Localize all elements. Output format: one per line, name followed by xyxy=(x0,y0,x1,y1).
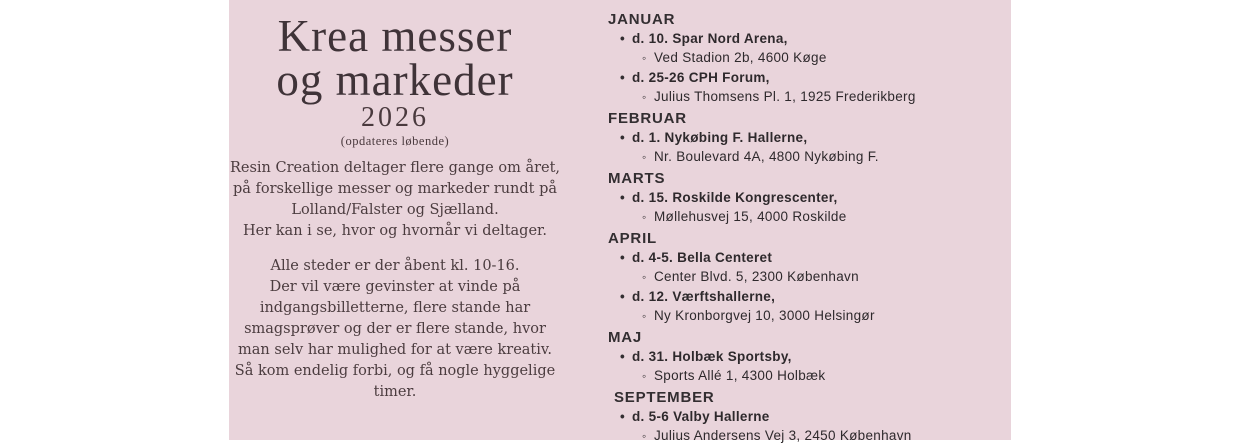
event-address-item xyxy=(608,207,1003,227)
month-block-april xyxy=(608,229,1003,326)
details-line: smagsprøver og der er flere stande, hvor xyxy=(244,321,546,337)
event-bullet-icon: • xyxy=(620,130,626,145)
event-address-item xyxy=(608,147,1003,167)
address-bullet-icon: ◦ xyxy=(642,270,647,284)
address-bullet-icon: ◦ xyxy=(642,210,647,224)
event-title: d. 1. Nykøbing F. Hallerne, xyxy=(632,130,808,145)
event-address: Møllehusvej 15, 4000 Roskilde xyxy=(654,209,847,224)
event-title: d. 5-6 Valby Hallerne xyxy=(632,409,770,424)
month-header: APRIL xyxy=(608,230,657,247)
event-address-item xyxy=(608,426,1003,446)
event-bullet-icon: • xyxy=(620,409,626,424)
event-bullet-icon: • xyxy=(620,289,626,304)
event-bullet-icon: • xyxy=(620,250,626,265)
event-address: Julius Andersens Vej 3, 2450 København xyxy=(654,428,912,443)
page-title-line-1: Krea messer xyxy=(277,11,513,61)
event-item xyxy=(608,347,1003,366)
event-bullet-icon: • xyxy=(620,70,626,85)
event-schedule-list xyxy=(608,8,1003,446)
event-title: d. 4-5. Bella Centeret xyxy=(632,250,773,265)
event-title: d. 12. Værftshallerne, xyxy=(632,289,776,304)
event-item xyxy=(608,407,1003,426)
month-header: FEBRUAR xyxy=(608,110,687,127)
page-title-line-2: og markeder xyxy=(276,55,514,105)
address-bullet-icon: ◦ xyxy=(642,429,647,443)
month-block-februar xyxy=(608,109,1003,167)
event-address-item xyxy=(608,48,1003,68)
event-item xyxy=(608,128,1003,147)
month-header: MAJ xyxy=(608,329,643,346)
event-address: Sports Allé 1, 4300 Holbæk xyxy=(654,368,826,383)
intro-line: Resin Creation deltager flere gange om året, xyxy=(229,160,561,176)
event-bullet-icon: • xyxy=(620,31,626,46)
event-address-item xyxy=(608,306,1003,326)
event-title: d. 15. Roskilde Kongrescenter, xyxy=(632,190,838,205)
event-address: Ny Kronborgvej 10, 3000 Helsingør xyxy=(654,308,875,323)
intro-line: Her kan i se, hvor og hvornår vi deltager. xyxy=(243,223,547,239)
month-block-marts xyxy=(608,169,1003,227)
event-address-item xyxy=(608,267,1003,287)
year-label: 2026 xyxy=(361,102,429,133)
flyer-panel xyxy=(229,0,1011,443)
intro-line: Lolland/Falster og Sjælland. xyxy=(291,202,499,218)
month-block-maj xyxy=(608,328,1003,386)
event-address: Ved Stadion 2b, 4600 Køge xyxy=(654,50,827,65)
event-title: d. 31. Holbæk Sportsby, xyxy=(632,349,792,364)
intro-paragraph xyxy=(229,158,561,242)
month-block-januar xyxy=(608,10,1003,107)
event-item xyxy=(608,188,1003,207)
details-line: timer. xyxy=(373,384,417,400)
intro-line: på forskellige messer og markeder rundt på xyxy=(232,181,558,197)
details-line: man selv har mulighed for at være kreativ. xyxy=(238,342,552,358)
updated-note: (opdateres løbende) xyxy=(340,134,450,148)
address-bullet-icon: ◦ xyxy=(642,90,647,104)
event-bullet-icon: • xyxy=(620,190,626,205)
event-item xyxy=(608,68,1003,87)
flyer-left-column xyxy=(229,11,561,403)
month-header: SEPTEMBER xyxy=(614,389,715,406)
month-header: MARTS xyxy=(608,170,666,187)
event-title: d. 10. Spar Nord Arena, xyxy=(632,31,788,46)
address-bullet-icon: ◦ xyxy=(642,51,647,65)
event-address-item xyxy=(608,366,1003,386)
details-paragraph xyxy=(229,256,561,403)
event-title: d. 25-26 CPH Forum, xyxy=(632,70,770,85)
event-item xyxy=(608,287,1003,306)
details-line: indgangsbilletterne, flere stande har xyxy=(259,300,531,316)
event-item xyxy=(608,29,1003,48)
details-line: Så kom endelig forbi, og få nogle hyggelige xyxy=(234,363,556,379)
event-bullet-icon: • xyxy=(620,349,626,364)
event-address: Nr. Boulevard 4A, 4800 Nykøbing F. xyxy=(654,149,879,164)
month-block-september xyxy=(608,388,1003,446)
details-line: Alle steder er der åbent kl. 10-16. xyxy=(270,258,520,274)
details-line: Der vil være gevinster at vinde på xyxy=(269,279,521,295)
month-header: JANUAR xyxy=(608,11,676,28)
event-address: Julius Thomsens Pl. 1, 1925 Frederikberg xyxy=(654,89,916,104)
event-address-item xyxy=(608,87,1003,107)
address-bullet-icon: ◦ xyxy=(642,369,647,383)
address-bullet-icon: ◦ xyxy=(642,150,647,164)
event-item xyxy=(608,248,1003,267)
event-address: Center Blvd. 5, 2300 København xyxy=(654,269,859,284)
address-bullet-icon: ◦ xyxy=(642,309,647,323)
